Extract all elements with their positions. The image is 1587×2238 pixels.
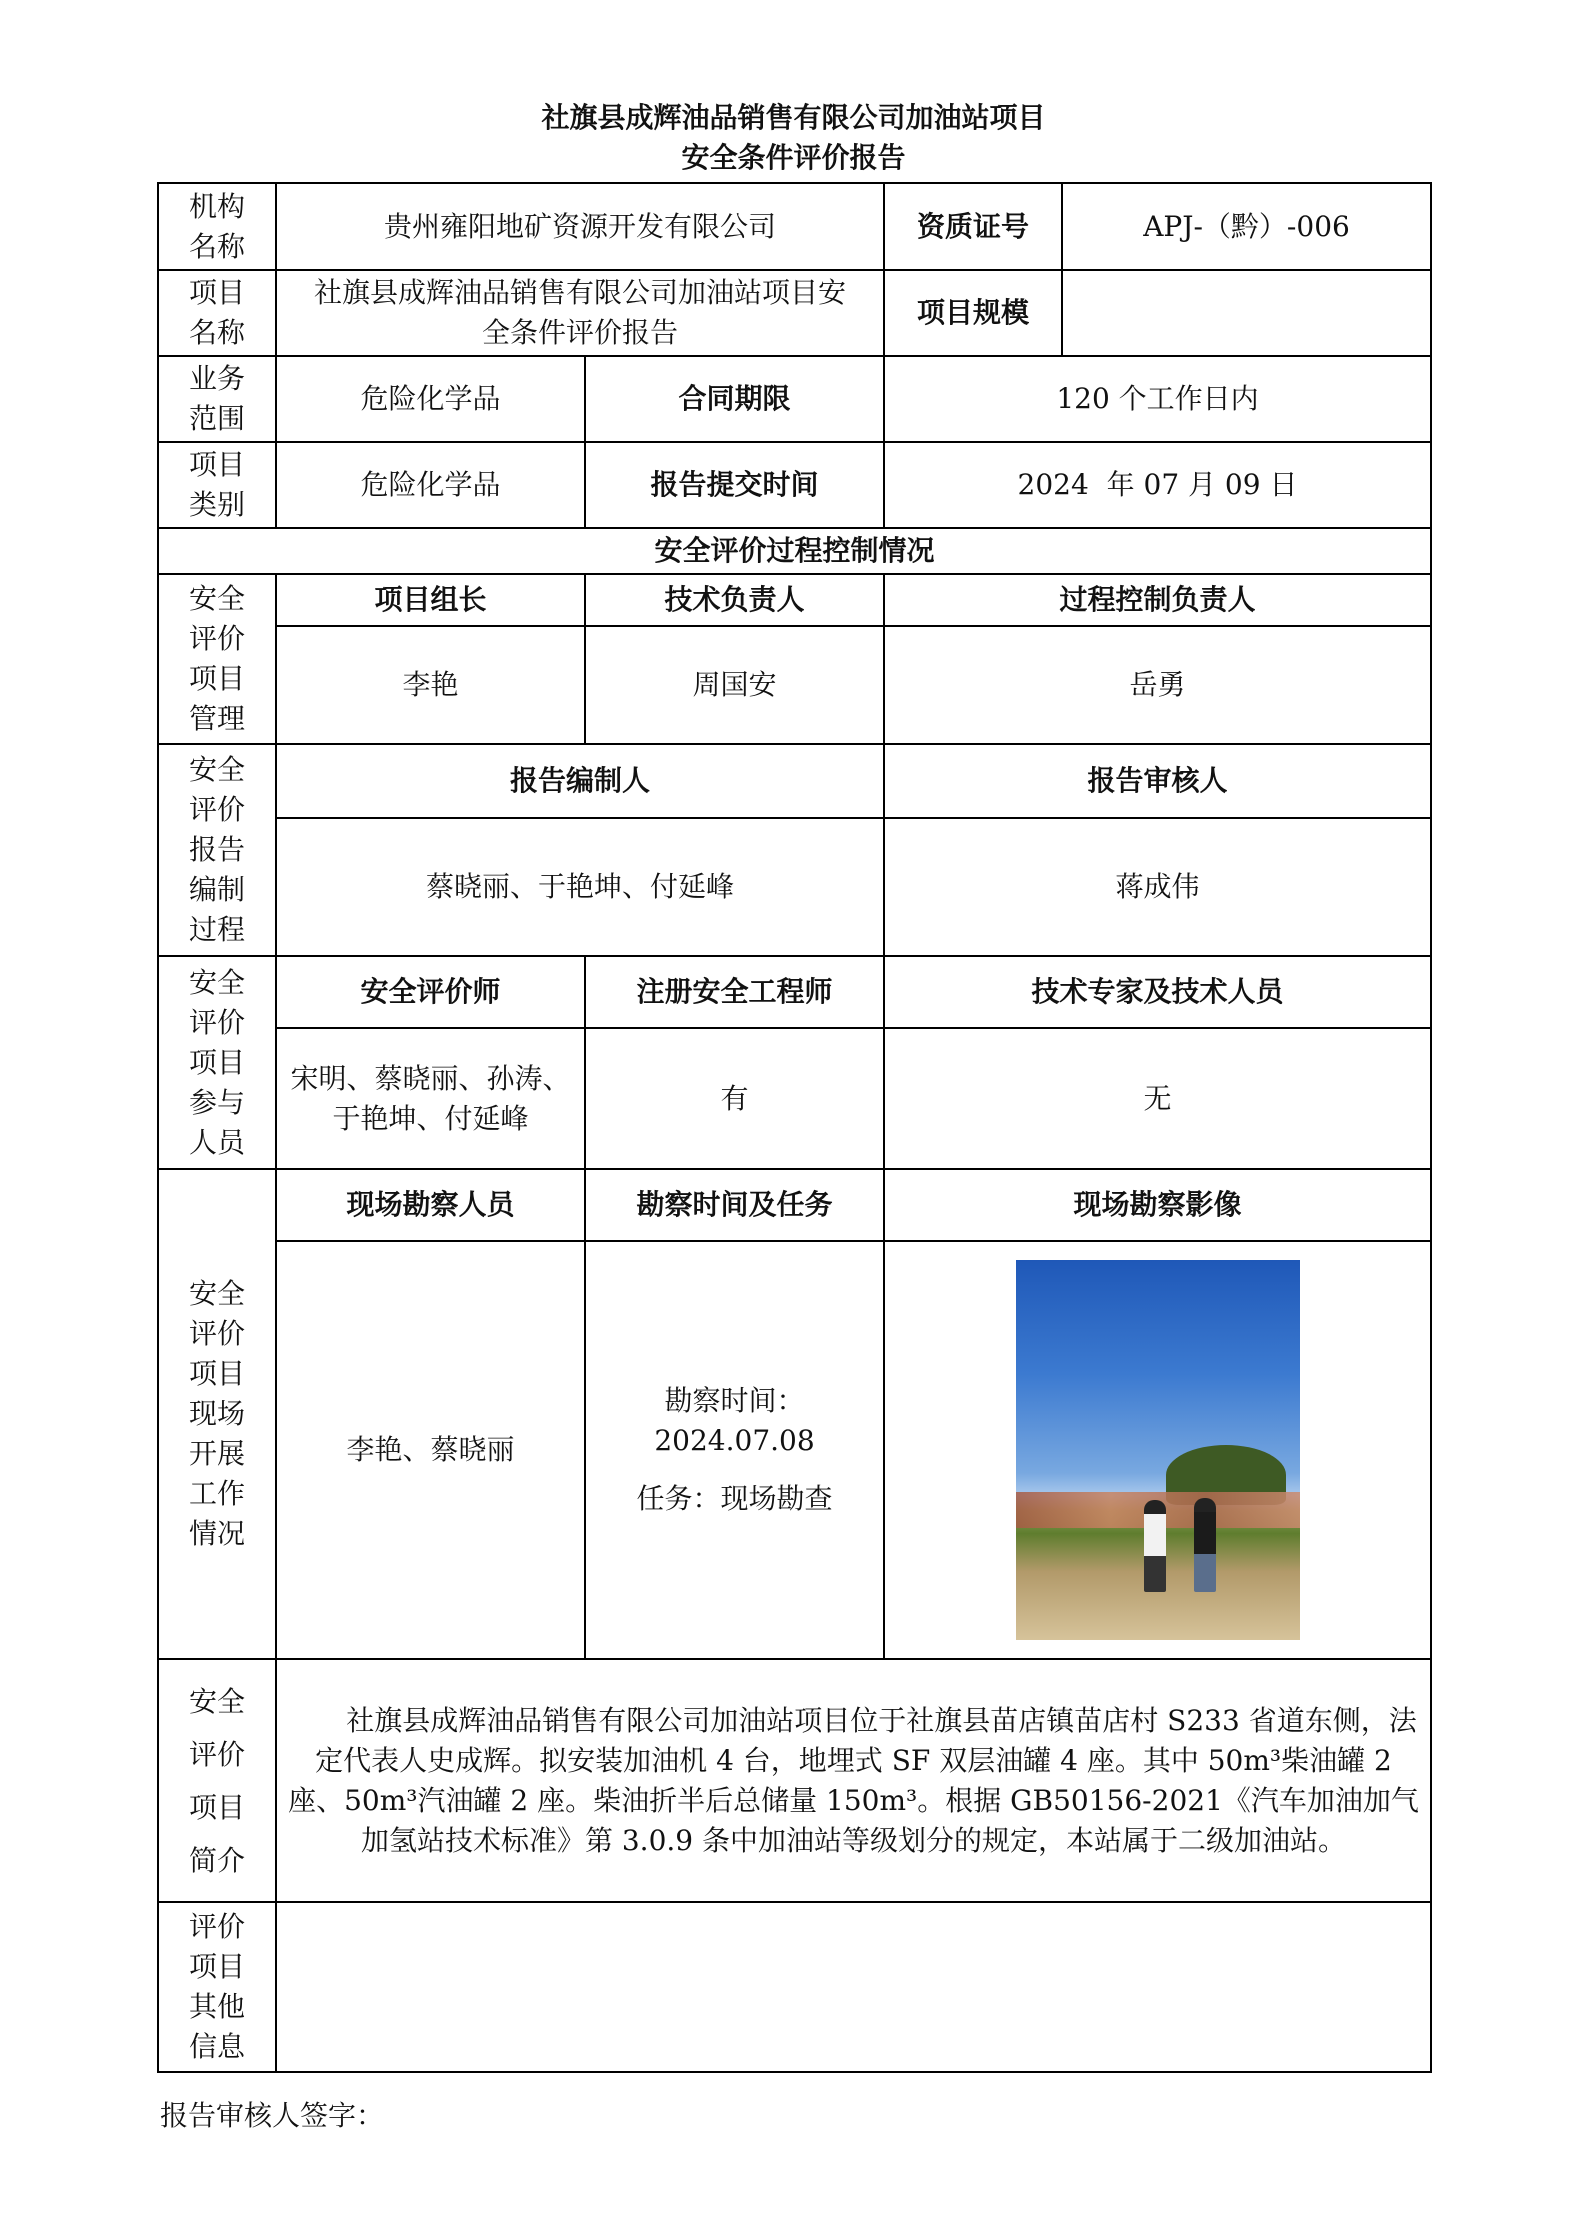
label-org: 机构 名称	[158, 183, 276, 270]
time-header: 勘察时间及任务	[585, 1169, 884, 1241]
category-value: 危险化学品	[276, 442, 585, 528]
row-site-values	[158, 1241, 1431, 1659]
contract-label: 合同期限	[585, 356, 884, 442]
label-mgmt: 安全 评价 项目 管理	[158, 574, 276, 744]
label-other: 评价 项目 其他 信息	[158, 1902, 276, 2072]
scale-value	[1062, 270, 1431, 356]
engineer-value: 有	[585, 1028, 884, 1169]
image-header: 现场勘察影像	[884, 1169, 1431, 1241]
label-intro: 安全 评价 项目 简介	[158, 1659, 276, 1902]
process-header: 过程控制负责人	[884, 574, 1431, 626]
row-site-header	[158, 1169, 1431, 1241]
staff-value: 李艳、蔡晓丽	[276, 1241, 585, 1659]
submit-label: 报告提交时间	[585, 442, 884, 528]
tech-header: 技术负责人	[585, 574, 884, 626]
leader-value: 李艳	[276, 626, 585, 744]
report-title-line1: 社旗县成辉油品销售有限公司加油站项目	[541, 101, 1046, 134]
tech-value: 周国安	[585, 626, 884, 744]
photo-person-1	[1144, 1500, 1166, 1592]
reviewer-value: 蒋成伟	[884, 818, 1431, 956]
row-other	[158, 1902, 1431, 2072]
label-participants: 安全 评价 项目 参与 人员	[158, 956, 276, 1169]
survey-time: 勘察时间：2024.07.08	[654, 1384, 815, 1457]
report-info-table	[157, 182, 1432, 2073]
process-value: 岳勇	[884, 626, 1431, 744]
other-text	[276, 1902, 1431, 2072]
photo-person-2	[1194, 1498, 1216, 1592]
row-intro	[158, 1659, 1431, 1902]
label-scope: 业务 范围	[158, 356, 276, 442]
label-compile: 安全 评价 报告 编制 过程	[158, 744, 276, 956]
org-name: 贵州雍阳地矿资源开发有限公司	[276, 183, 884, 270]
expert-header: 技术专家及技术人员	[884, 956, 1431, 1028]
row-project	[158, 270, 1431, 356]
reviewer-signature-line: 报告审核人签字：	[160, 2099, 385, 2132]
author-header: 报告编制人	[276, 744, 884, 818]
intro-text: 社旗县成辉油品销售有限公司加油站项目位于社旗县苗店镇苗店村 S233 省道东侧，法定代表人史成辉。拟安装加油机 4 台，地埋式 SF 双层油罐 4 座。其中 50m³柴油罐 2 座、50m³汽油罐 2 座。柴油折半后总储量 150m³。根据 GB50156-2021《汽车加油加气加氢站技术标准》第 3.0.9 条中加油站等级划分的规定，本站属于二级加油站。	[276, 1659, 1431, 1902]
row-participants-values	[158, 1028, 1431, 1169]
row-section-title	[158, 528, 1431, 574]
row-mgmt-values	[158, 626, 1431, 744]
expert-value: 无	[884, 1028, 1431, 1169]
label-site: 安全 评价 项目 现场 开展 工作 情况	[158, 1169, 276, 1659]
cert-value: APJ-（黔）-006	[1062, 183, 1431, 270]
evaluator-header: 安全评价师	[276, 956, 585, 1028]
authors-value: 蔡晓丽、于艳坤、付延峰	[276, 818, 884, 956]
scale-label: 项目规模	[884, 270, 1062, 356]
submit-value: 2024 年 07 月 09 日	[884, 442, 1431, 528]
row-scope	[158, 356, 1431, 442]
project-name: 社旗县成辉油品销售有限公司加油站项目安全条件评价报告	[276, 270, 884, 356]
survey-task: 任务：现场勘查	[636, 1482, 833, 1515]
contract-value: 120 个工作日内	[884, 356, 1431, 442]
label-project: 项目 名称	[158, 270, 276, 356]
site-photo	[1016, 1260, 1300, 1640]
row-org	[158, 183, 1431, 270]
site-photo-cell	[884, 1241, 1431, 1659]
label-category: 项目 类别	[158, 442, 276, 528]
row-compile-values	[158, 818, 1431, 956]
row-participants-header	[158, 956, 1431, 1028]
leader-header: 项目组长	[276, 574, 585, 626]
row-mgmt-header	[158, 574, 1431, 626]
evaluators-value: 宋明、蔡晓丽、孙涛、于艳坤、付延峰	[276, 1028, 585, 1169]
row-compile-header	[158, 744, 1431, 818]
cert-label: 资质证号	[884, 183, 1062, 270]
scope-value: 危险化学品	[276, 356, 585, 442]
engineer-header: 注册安全工程师	[585, 956, 884, 1028]
staff-header: 现场勘察人员	[276, 1169, 585, 1241]
reviewer-header: 报告审核人	[884, 744, 1431, 818]
section-title: 安全评价过程控制情况	[158, 528, 1431, 574]
report-title-line2: 安全条件评价报告	[681, 141, 906, 174]
survey-info	[585, 1241, 884, 1659]
row-category	[158, 442, 1431, 528]
